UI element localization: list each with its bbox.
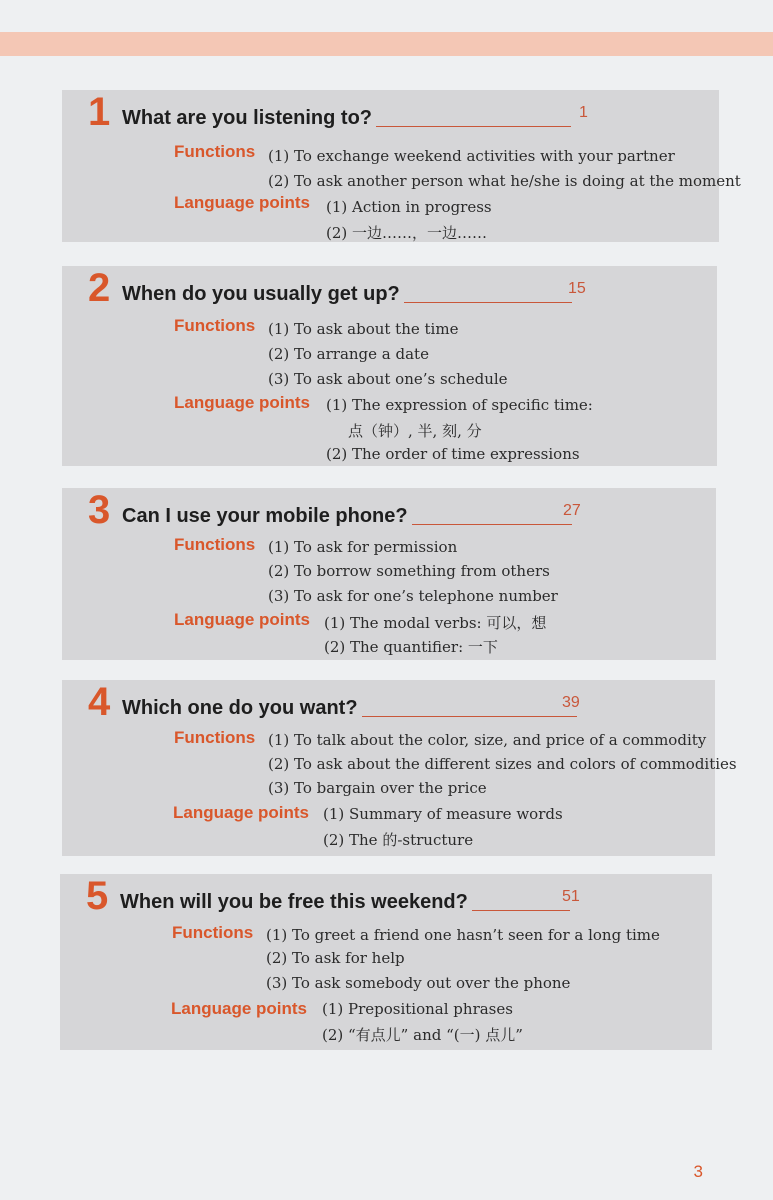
function-item: (2) To ask another person what he/she is doing at the moment [268,172,741,190]
unit-5-box [60,874,712,1050]
header-stripe [0,32,773,56]
unit-page-number: 51 [562,888,580,905]
function-item: (1) To ask about the time [268,320,459,338]
function-item: (1) To exchange weekend activities with your partner [268,147,675,165]
leader-line [472,909,570,911]
language-point-item: (2) 一边……，一边…… [326,224,488,242]
unit-title: Which one do you want? [122,697,358,719]
language-points-label: Language points [174,393,310,412]
functions-label: Functions [172,923,254,942]
leader-line [376,125,571,127]
unit-page-number: 1 [579,104,588,121]
functions-label: Functions [174,535,256,554]
language-point-item: (1) Prepositional phrases [322,1000,513,1018]
function-item: (3) To ask somebody out over the phone [266,974,571,992]
unit-2-box [62,266,717,466]
unit-title-link[interactable] [120,891,570,914]
unit-title-link[interactable] [122,697,577,720]
function-item: (2) To ask for help [266,949,405,967]
functions-label: Functions [174,142,256,161]
leader-line [404,301,572,303]
function-item: (3) To bargain over the price [268,779,487,797]
language-point-item: (1) Action in progress [326,198,492,216]
language-point-item: (1) Summary of measure words [323,805,563,823]
unit-number: 1 [88,90,111,134]
unit-title-link[interactable] [122,505,572,528]
language-point-item: (2) The 的-structure [323,831,474,849]
language-point-item: (2) The order of time expressions [326,445,580,463]
unit-number: 5 [86,874,109,918]
language-points-label: Language points [174,193,310,212]
unit-4-box [62,680,737,856]
language-points-label: Language points [171,999,307,1018]
unit-title: When will you be free this weekend? [120,891,468,913]
language-point-item: (2) The quantifier: 一下 [324,638,498,656]
unit-title-link[interactable] [122,283,572,306]
language-points-label: Language points [174,610,310,629]
function-item: (2) To ask about the different sizes and colors of commodities [268,755,737,773]
leader-line [362,715,577,717]
function-item: (3) To ask for one’s telephone number [268,587,558,605]
unit-title: What are you listening to? [122,107,373,129]
function-item: (1) To ask for permission [268,538,458,556]
language-point-item: (2) “有点儿” and “(一) 点儿” [322,1026,523,1044]
unit-number: 4 [88,680,111,724]
functions-label: Functions [174,316,256,335]
functions-label: Functions [174,728,256,747]
function-item: (3) To ask about one’s schedule [268,370,508,388]
unit-page-number: 39 [562,694,580,711]
unit-title: Can I use your mobile phone? [122,505,408,527]
function-item: (1) To greet a friend one hasn’t seen for a long time [266,926,660,944]
unit-1-box [62,90,741,242]
unit-title-link[interactable] [122,107,571,130]
function-item: (2) To arrange a date [268,345,429,363]
unit-page-number: 15 [568,280,586,297]
language-point-item: 点（钟）, 半, 刻, 分 [348,422,482,440]
language-points-label: Language points [173,803,309,822]
page-number: 3 [693,1162,703,1181]
language-point-item: (1) The expression of specific time: [326,396,593,414]
unit-3-box [62,488,716,660]
unit-number: 3 [88,488,111,532]
language-point-item: (1) The modal verbs: 可以，想 [324,614,547,632]
function-item: (1) To talk about the color, size, and price of a commodity [268,731,707,749]
unit-number: 2 [88,266,111,310]
unit-title: When do you usually get up? [122,283,400,305]
unit-page-number: 27 [563,502,581,519]
function-item: (2) To borrow something from others [268,562,550,580]
leader-line [412,523,572,525]
